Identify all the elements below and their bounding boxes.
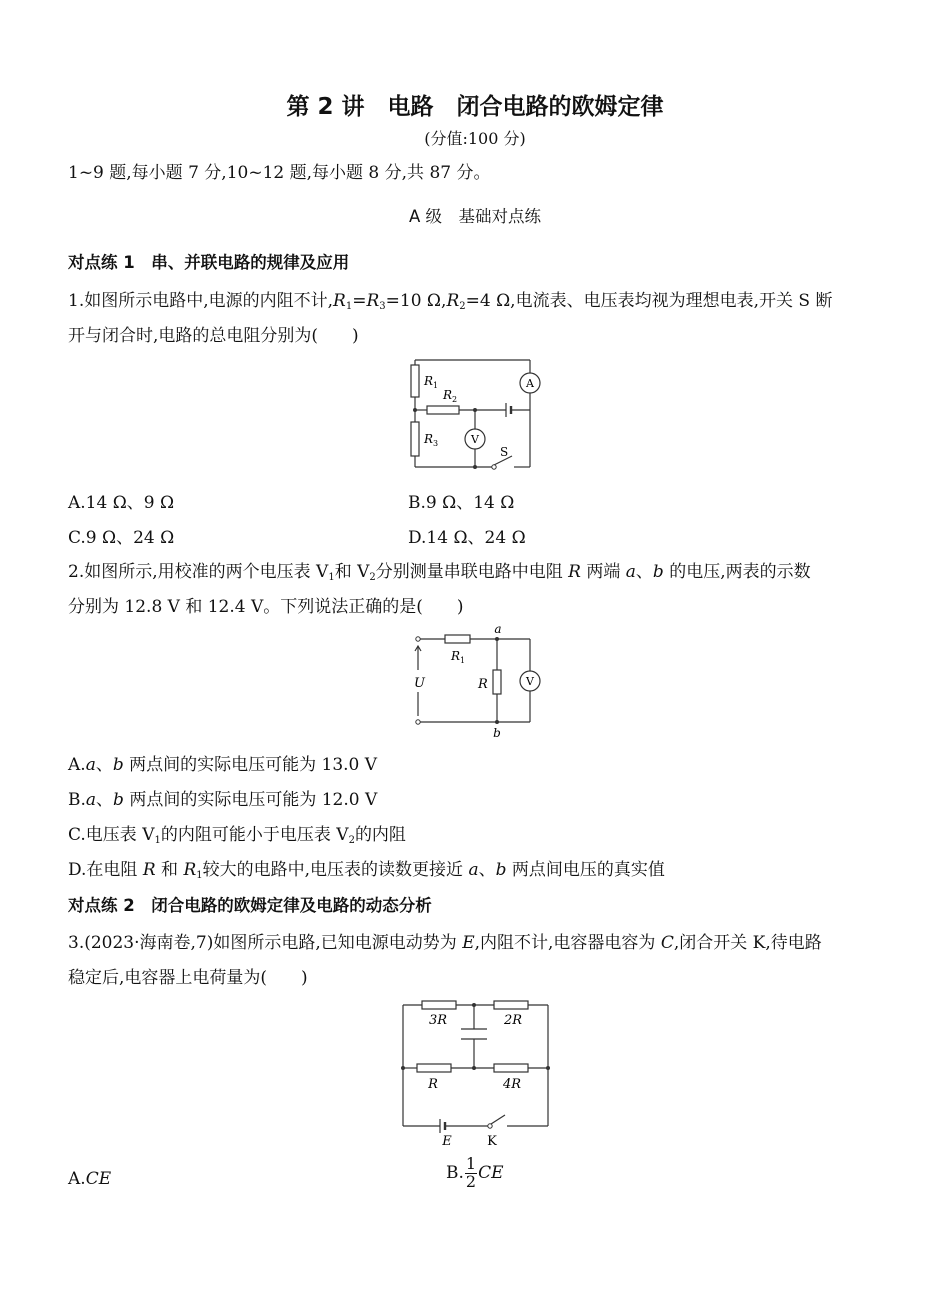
svg-text:S: S: [500, 445, 509, 459]
svg-text:a: a: [494, 622, 502, 636]
svg-text:3R: 3R: [428, 1013, 448, 1028]
instructions: 1~9 题,每小题 7 分,10~12 题,每小题 8 分,共 87 分。: [68, 163, 491, 183]
q1-option-d[interactable]: D.14 Ω、24 Ω: [408, 528, 526, 548]
q2-option-a[interactable]: A.a、b 两点间的实际电压可能为 13.0 V: [68, 755, 378, 775]
svg-text:U: U: [414, 676, 425, 691]
section1-heading: 对点练 1 串、并联电路的规律及应用: [68, 253, 350, 272]
score-note: (分值:100 分): [424, 129, 526, 148]
svg-text:A: A: [526, 377, 534, 390]
svg-text:R2: $R_2$: [443, 388, 458, 404]
q2-circuit-diagram: [405, 622, 545, 744]
svg-text:R: R: [428, 1077, 438, 1092]
q2-line1: 2.如图所示,用校准的两个电压表 $V_1$和 $V_2$分别测量串联电路中电阻 R 两端 a、b 的电压,两表的示数: [68, 562, 811, 583]
svg-text:4R: 4R: [502, 1077, 522, 1092]
q3-option-a[interactable]: A.CE: [68, 1169, 112, 1189]
svg-text:V: V: [526, 675, 534, 688]
q1-option-c[interactable]: C.9 Ω、24 Ω: [68, 528, 175, 548]
q3-circuit-diagram: [395, 993, 555, 1151]
svg-text:R1: $R_1$: [424, 374, 439, 390]
svg-text:R3: $R_3$: [424, 432, 439, 448]
level-heading: A 级 基础对点练: [408, 207, 542, 226]
svg-text:R1: $R_1$: [451, 649, 466, 665]
q2-line2: 分别为 12.8 V 和 12.4 V。下列说法正确的是( ): [68, 597, 464, 617]
svg-text:R: R: [478, 677, 488, 692]
q1-option-a[interactable]: A.14 Ω、9 Ω: [68, 493, 175, 513]
q3-line2: 稳定后,电容器上电荷量为( ): [68, 968, 308, 988]
q3-option-b[interactable]: B. $\frac{1}{2}$ CE: [446, 1154, 504, 1191]
svg-text:2R: 2R: [503, 1013, 523, 1028]
q3-line1: 3.(2023·海南卷,7)如图所示电路,已知电源电动势为 E,内阻不计,电容器电容为 C,闭合开关 K,待电路: [68, 933, 822, 953]
svg-text:b: b: [493, 726, 501, 740]
svg-text:V: V: [471, 433, 479, 446]
q2-option-c[interactable]: C.电压表 $V_1$的内阻可能小于电压表 $V_2$的内阻: [68, 825, 406, 846]
q1-option-b[interactable]: B.9 Ω、14 Ω: [408, 493, 515, 513]
svg-text:K: K: [487, 1134, 497, 1149]
q2-option-d[interactable]: D.在电阻 R 和 $R_1$较大的电路中,电压表的读数更接近 a、b 两点间电压的真实值: [68, 860, 665, 881]
q1-line1: 1.如图所示电路中,电源的内阻不计$,R_1=R_3=10$ $\Omega,R_2=4$ Ω,电流表、电压表均视为理想电表,开关 S 断: [68, 291, 833, 312]
page-title: 第 2 讲 电路 闭合电路的欧姆定律: [286, 94, 664, 120]
svg-text:E: E: [442, 1134, 452, 1149]
q1-circuit-diagram: [400, 355, 550, 475]
section2-heading: 对点练 2 闭合电路的欧姆定律及电路的动态分析: [68, 896, 432, 915]
q1-line2: 开与闭合时,电路的总电阻分别为( ): [68, 326, 359, 346]
q2-option-b[interactable]: B.a、b 两点间的实际电压可能为 12.0 V: [68, 790, 378, 810]
